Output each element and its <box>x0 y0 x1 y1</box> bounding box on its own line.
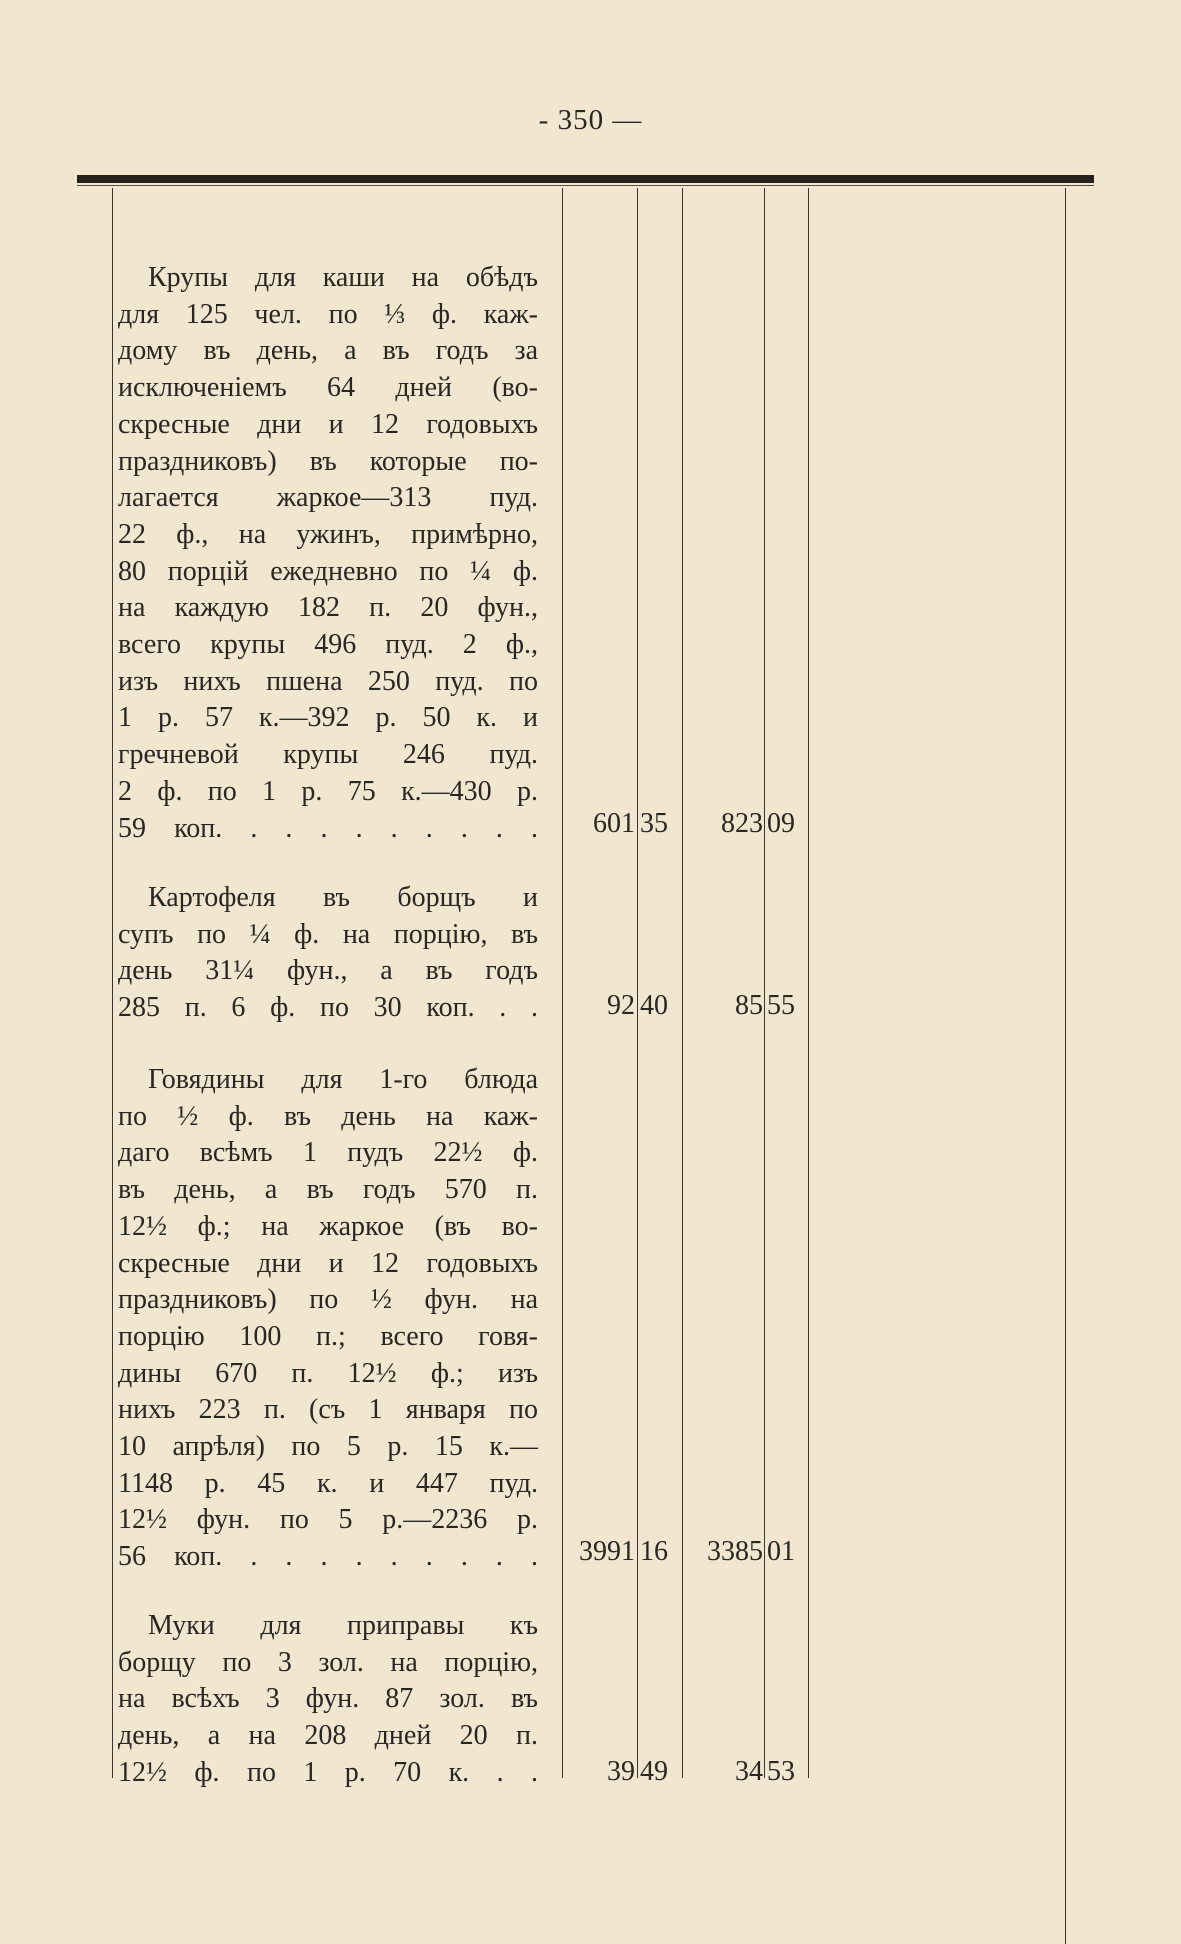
entry-line: всего крупы 496 пуд. 2 ф., <box>118 629 538 661</box>
entry-line: супъ по ¼ ф. на порцію, въ <box>118 918 538 950</box>
amount-rubles-2: 34 <box>735 1756 763 1787</box>
entry-line: 56 коп. . . . . . . . . . <box>118 1541 538 1573</box>
entry-line: на каждую 182 п. 20 фун., <box>118 592 538 624</box>
amount-kopecks-1: 35 <box>640 808 668 839</box>
entry-line: на всѣхъ 3 фун. 87 зол. въ <box>118 1683 538 1715</box>
amount-kopecks-1: 40 <box>640 990 668 1021</box>
entry-line: 10 апрѣля) по 5 р. 15 к.— <box>118 1431 538 1463</box>
entry-line: день 31¼ фун., а въ годъ <box>118 955 538 987</box>
entry-line: борщу по 3 зол. на порцію, <box>118 1646 538 1678</box>
entry-line: 12½ ф.; на жаркое (въ во- <box>118 1210 538 1242</box>
entry-line: 22 ф., на ужинъ, примѣрно, <box>118 518 538 550</box>
column-rule-text <box>562 188 563 1778</box>
amount-rubles-1: 601 <box>593 808 635 839</box>
amount-rubles-2: 823 <box>721 808 763 839</box>
entry-line: для 125 чел. по ⅓ ф. каж- <box>118 298 538 330</box>
entry-line: 1148 р. 45 к. и 447 пуд. <box>118 1467 538 1499</box>
entry-line: въ день, а въ годъ 570 п. <box>118 1174 538 1206</box>
entry-line: Муки для приправы къ <box>148 1610 538 1641</box>
entry-line: скресные дни и 12 годовыхъ <box>118 408 538 440</box>
amount-kopecks-1: 49 <box>640 1756 668 1787</box>
entry-line: изъ нихъ пшена 250 пуд. по <box>118 665 538 697</box>
entry-potatoes <box>118 880 538 1027</box>
entry-line: по ½ ф. въ день на каж- <box>118 1100 538 1132</box>
entry-line: даго всѣмъ 1 пудъ 22½ ф. <box>118 1137 538 1169</box>
entry-line: 59 коп. . . . . . . . . . <box>118 812 538 844</box>
entry-line: Картофеля въ борщъ и <box>148 882 538 913</box>
amount-kopecks-1: 16 <box>640 1536 668 1567</box>
entry-line: порцію 100 п.; всего говя- <box>118 1320 538 1352</box>
column-rule-left <box>112 188 113 1778</box>
amount-rubles-1: 3991 <box>579 1536 635 1567</box>
entry-line: дины 670 п. 12½ ф.; изъ <box>118 1357 538 1389</box>
column-rule-rub2 <box>682 188 683 1778</box>
amount-rubles-1: 92 <box>607 990 635 1021</box>
amount-kopecks-2: 53 <box>767 1756 795 1787</box>
page-number: - 350 — <box>538 104 643 136</box>
entry-line: 80 порцій ежедневно по ¼ ф. <box>118 555 538 587</box>
amount-rubles-2: 3385 <box>707 1536 763 1567</box>
entry-groats <box>118 260 538 847</box>
entry-line: день, а на 208 дней 20 п. <box>118 1720 538 1752</box>
entry-line: нихъ 223 п. (съ 1 января по <box>118 1394 538 1426</box>
entry-line: гречневой крупы 246 пуд. <box>118 739 538 771</box>
entry-line: Говядины для 1-го блюда <box>148 1064 538 1095</box>
entry-line: 12½ фун. по 5 р.—2236 р. <box>118 1504 538 1536</box>
amount-kopecks-2: 09 <box>767 808 795 839</box>
column-rule-far-right <box>1065 188 1066 1944</box>
entry-line: 285 п. 6 ф. по 30 коп. . . <box>118 992 538 1024</box>
entry-beef <box>118 1062 538 1576</box>
entry-line: лагается жаркое—313 пуд. <box>118 482 538 514</box>
amount-kopecks-2: 55 <box>767 990 795 1021</box>
amount-kopecks-2: 01 <box>767 1536 795 1567</box>
entry-line: праздниковъ) въ которые по- <box>118 445 538 477</box>
column-rule-kop1 <box>637 188 638 1778</box>
entry-line: дому въ день, а въ годъ за <box>118 335 538 367</box>
entry-line: скресные дни и 12 годовыхъ <box>118 1247 538 1279</box>
entry-flour <box>118 1608 538 1792</box>
amount-rubles-1: 39 <box>607 1756 635 1787</box>
header-rule <box>77 175 1094 183</box>
entry-line: 1 р. 57 к.—392 р. 50 к. и <box>118 702 538 734</box>
entry-line: 12½ ф. по 1 р. 70 к. . . <box>118 1756 538 1788</box>
column-rule-kop2 <box>764 188 765 1778</box>
entry-line: 2 ф. по 1 р. 75 к.—430 р. <box>118 775 538 807</box>
entry-line: Крупы для каши на обѣдъ <box>148 262 538 293</box>
entry-line: праздниковъ) по ½ фун. на <box>118 1284 538 1316</box>
entry-line: исключеніемъ 64 дней (во- <box>118 372 538 404</box>
amount-rubles-2: 85 <box>735 990 763 1021</box>
